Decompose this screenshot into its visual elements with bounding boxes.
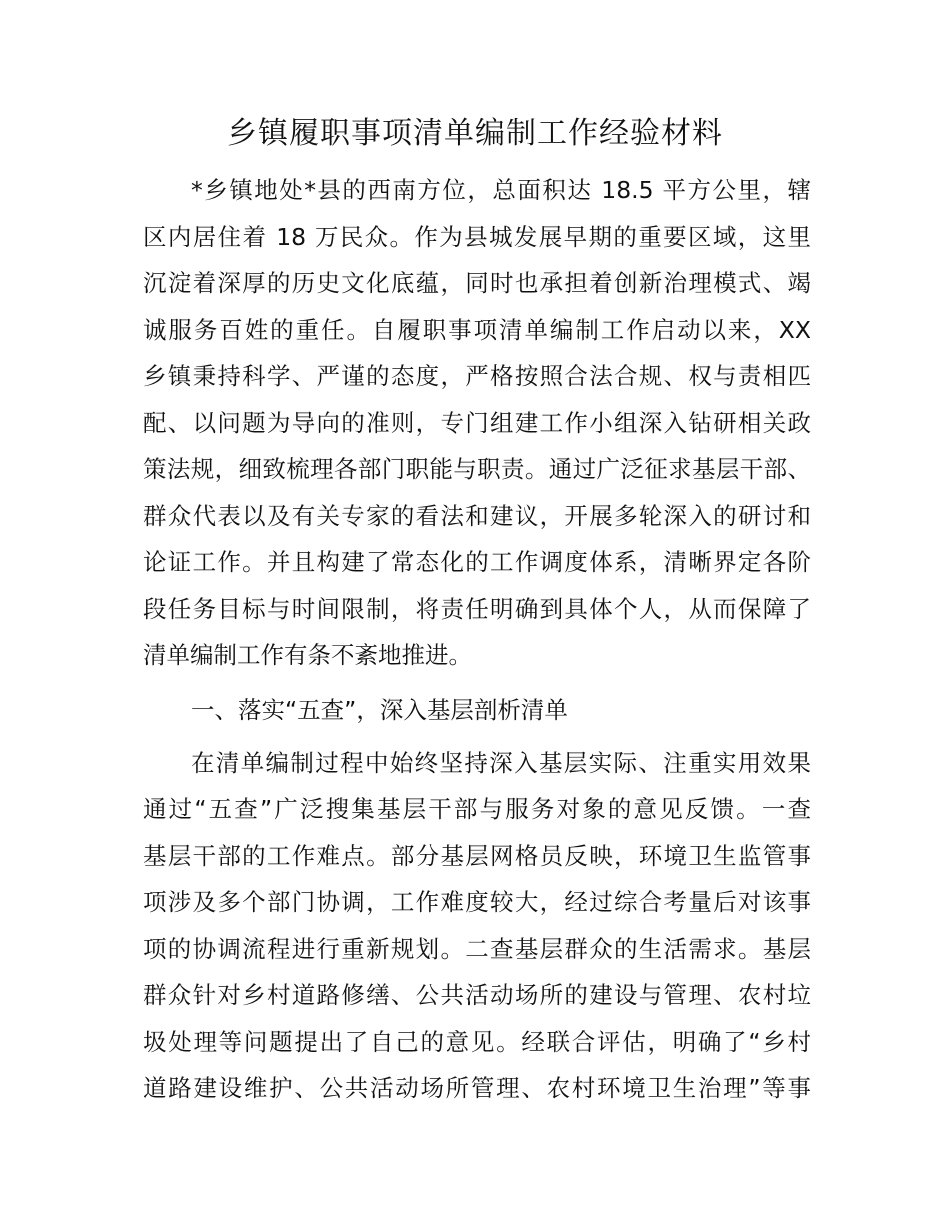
text-line: 群众代表以及有关专家的看法和建议，开展多轮深入的研讨和 (143, 501, 811, 530)
text-line: 道路建设维护、公共活动场所管理、农村环境卫生治理”等事 (143, 1074, 811, 1102)
text-line: 沉淀着深厚的历史文化底蕴，同时也承担着创新治理模式、竭 (143, 269, 811, 297)
text-line: 乡镇秉持科学、严谨的态度，严格按照合法合规、权与责相匹 (143, 362, 811, 390)
text-line: 在清单编制过程中始终坚持深入基层实际、注重实用效果 (191, 748, 811, 777)
text-line: 圾处理等问题提出了自己的意见。经联合评估，明确了“乡村 (143, 1027, 811, 1056)
text-line: 项涉及多个部门协调，工作难度较大，经过综合考量后对该事 (143, 888, 811, 916)
text-line: 诚服务百姓的重任。自履职事项清单编制工作启动以来，XX (143, 315, 811, 344)
text-line: 配、以问题为导向的准则，专门组建工作小组深入钻研相关政 (143, 408, 811, 437)
text-line: *乡镇地处*县的西南方位，总面积达 18.5 平方公里，辖 (191, 176, 811, 204)
text-line: 清单编制工作有条不紊地推进。 (143, 641, 472, 669)
text-line: 区内居住着 18 万民众。作为县城发展早期的重要区域，这里 (143, 222, 811, 251)
text-line: 基层干部的工作难点。部分基层网格员反映，环境卫生监管事 (143, 841, 811, 870)
document-body (143, 167, 811, 1112)
section-heading-1: 一、落实“五查”，深入基层剖析清单 (191, 695, 568, 724)
text-line: 项的协调流程进行重新规划。二查基层群众的生活需求。基层 (143, 934, 811, 963)
document-title: 乡镇履职事项清单编制工作经验材料 (227, 116, 723, 151)
paragraph-2 (143, 740, 811, 1112)
text-line: 段任务目标与时间限制，将责任明确到具体个人，从而保障了 (143, 594, 811, 623)
text-line: 群众针对乡村道路修缮、公共活动场所的建设与管理、农村垃 (143, 981, 811, 1009)
paragraph-1 (143, 167, 811, 679)
text-line: 论证工作。并且构建了常态化的工作调度体系，清晰界定各阶 (143, 548, 811, 576)
text-line: 通过“五查”广泛搜集基层干部与服务对象的意见反馈。一查 (143, 795, 811, 823)
text-line: 策法规，细致梳理各部门职能与职责。通过广泛征求基层干部、 (143, 455, 811, 483)
